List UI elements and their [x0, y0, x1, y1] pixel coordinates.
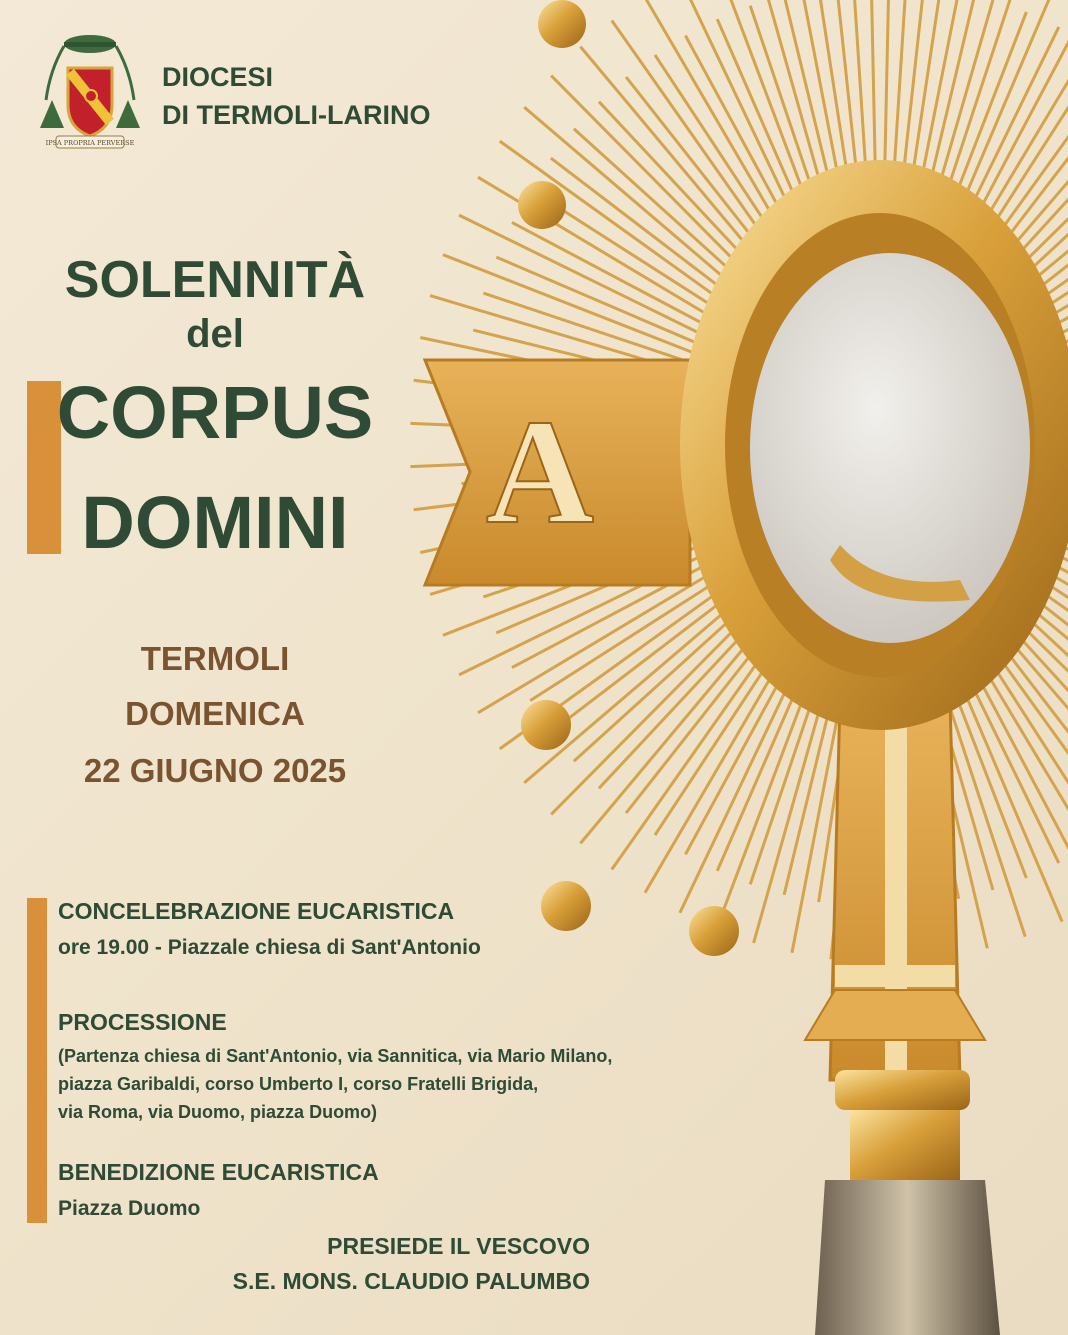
sun-ray — [524, 608, 728, 782]
presider-line-1: PRESIEDE IL VESCOVO — [327, 1233, 590, 1259]
program-heading-blessing: BENEDIZIONE EUCARISTICA — [58, 1159, 379, 1185]
sun-ray — [750, 683, 818, 885]
event-date: 22 GIUGNO 2025 — [83, 752, 347, 789]
sun-ray — [980, 45, 1068, 229]
event-day: DOMENICA — [125, 695, 305, 732]
sun-ray — [750, 6, 818, 208]
program-route-line-3: via Roma, via Duomo, piazza Duomo) — [58, 1102, 378, 1122]
sun-ray — [612, 650, 766, 869]
program-route-line-2: piazza Garibaldi, corso Umberto I, corso Fratelli Brigida, — [58, 1074, 539, 1094]
program-route-line-1: (Partenza chiesa di Sant'Antonio, via Sannitica, via Mario Milano, — [58, 1046, 613, 1066]
logo-motto: IPSA PROPRIA PERVERSE — [45, 139, 135, 147]
presider-line-2: S.E. MONS. CLAUDIO PALUMBO — [232, 1268, 590, 1294]
title-line-1: SOLENNITÀ — [64, 251, 366, 309]
diocese-line-1: DIOCESI — [162, 62, 274, 92]
sun-ray — [612, 20, 766, 239]
program-heading-mass: CONCELEBRAZIONE EUCARISTICA — [58, 898, 455, 924]
sun-ray — [1042, 173, 1068, 298]
title-line-3: CORPUS — [56, 371, 374, 454]
diocese-line-2: DI TERMOLI-LARINO — [162, 100, 431, 130]
program-accent-bar — [27, 898, 47, 1223]
program-detail-mass: ore 19.00 - Piazzale chiesa di Sant'Antonio — [58, 936, 481, 959]
sun-ray — [754, 0, 827, 204]
program-detail-blessing: Piazza Duomo — [58, 1197, 201, 1220]
sun-ray — [754, 686, 827, 943]
title-line-2: del — [186, 312, 244, 356]
program-heading-procession: PROCESSIONE — [58, 1009, 227, 1035]
sun-ray — [980, 662, 1068, 846]
diocese-name — [162, 58, 430, 134]
coat-of-arms-logo — [30, 30, 150, 155]
title-line-4: DOMINI — [81, 481, 349, 564]
monstrance-letter: A — [485, 389, 595, 555]
event-place: TERMOLI — [140, 640, 290, 677]
sun-ray — [1042, 592, 1068, 717]
